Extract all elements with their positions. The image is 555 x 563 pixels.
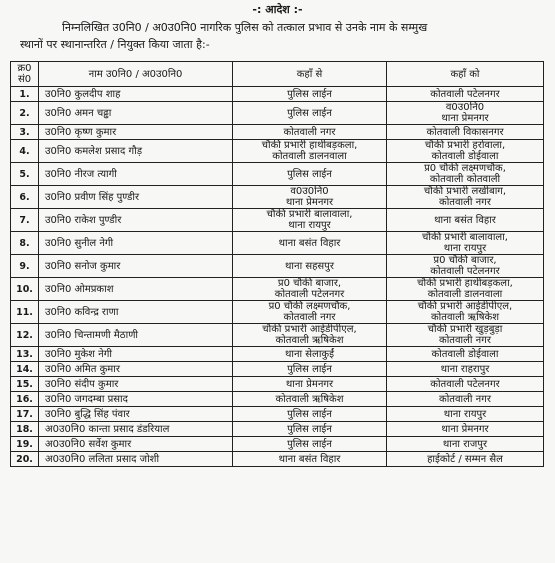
header-name: नाम उ0नि0 / अ0उ0नि0 (39, 62, 233, 87)
officer-name: उ0नि0 कमलेश प्रसाद गौड़ (39, 140, 233, 163)
officer-name: उ0नि0 अमित कुमार (39, 362, 233, 377)
table-row (11, 163, 544, 186)
posting-from (233, 362, 387, 377)
posting-to (387, 125, 544, 140)
posting-from-line: कोतवाली पटेलनगर (274, 289, 345, 300)
posting-from-line: कोतवाली ऋषिकेश (275, 393, 344, 405)
posting-from-line: पुलिस लाईन (287, 423, 332, 435)
posting-from-line: कोतवाली डालनवाला (272, 151, 347, 162)
posting-to (387, 392, 544, 407)
posting-to (387, 209, 544, 232)
posting-from (233, 255, 387, 278)
posting-to (387, 186, 544, 209)
row-serial: 3. (11, 125, 39, 140)
table-row (11, 347, 544, 362)
posting-from (233, 232, 387, 255)
table-row (11, 437, 544, 452)
transfer-table (10, 61, 544, 467)
row-serial: 15. (11, 377, 39, 392)
posting-to (387, 347, 544, 362)
officer-name: उ0नि0 मुकेश नेगी (39, 347, 233, 362)
row-serial: 11. (11, 301, 39, 324)
posting-from (233, 140, 387, 163)
table-row (11, 255, 544, 278)
officer-name: अ0उ0नि0 सर्वेश कुमार (39, 437, 233, 452)
posting-from-line: कोतवाली ऋषिकेश (275, 335, 344, 346)
officer-name: अ0उ0नि0 ललिता प्रसाद जोशी (39, 452, 233, 467)
officer-name: उ0नि0 सनोज कुमार (39, 255, 233, 278)
posting-to-line: कोतवाली नगर (439, 197, 491, 208)
posting-from-line: चौकी प्रभारी हाथीबड़कला, (261, 140, 358, 151)
order-heading: -: आदेश :- (252, 3, 303, 16)
officer-name: उ0नि0 चिन्तामणी मैठाणी (39, 324, 233, 347)
posting-from-line: चौकी प्रभारी बालावाला, (266, 209, 353, 220)
table-row (11, 278, 544, 301)
posting-from (233, 163, 387, 186)
posting-to-line: कोतवाली डोईवाला (431, 348, 499, 360)
posting-from-line: व0उ0नि0 (290, 186, 329, 197)
row-serial: 20. (11, 452, 39, 467)
header-serial-line-1: क्र0 (17, 63, 32, 74)
officer-name: उ0नि0 सुनील नेगी (39, 232, 233, 255)
posting-to-line: चौकी प्रभारी आईडीपीएल, (417, 301, 513, 312)
posting-from-line: पुलिस लाईन (287, 363, 332, 375)
posting-to (387, 255, 544, 278)
posting-to-line: कोतवाली नगर (439, 393, 491, 405)
posting-to-line: थाना प्रेमनगर (441, 113, 489, 124)
posting-from-line: कोतवाली नगर (283, 312, 336, 323)
posting-to-line: हाईकोर्ट / सम्मन सैल (427, 453, 503, 465)
table-row (11, 407, 544, 422)
row-serial: 2. (11, 102, 39, 125)
posting-to-line: कोतवाली पटेलनगर (430, 266, 500, 277)
posting-from-line: थाना बसंत विहार (278, 453, 341, 465)
header-to: कहाँ को (387, 62, 544, 87)
table-row (11, 209, 544, 232)
posting-from (233, 347, 387, 362)
posting-from (233, 87, 387, 102)
row-serial: 6. (11, 186, 39, 209)
posting-to (387, 102, 544, 125)
table-body (11, 87, 544, 467)
posting-to (387, 437, 544, 452)
posting-to (387, 324, 544, 347)
posting-from (233, 125, 387, 140)
row-serial: 12. (11, 324, 39, 347)
posting-to (387, 452, 544, 467)
table-row (11, 324, 544, 347)
row-serial: 4. (11, 140, 39, 163)
posting-to-line: कोतवाली पटेलनगर (430, 88, 500, 100)
posting-to-line: कोतवाली कोतवाली (429, 174, 501, 185)
posting-to-line: चौकी प्रभारी हर्रावाला, (424, 140, 506, 151)
officer-name: उ0नि0 अमन चढ्ढा (39, 102, 233, 125)
table-row (11, 102, 544, 125)
table-row (11, 392, 544, 407)
posting-from (233, 437, 387, 452)
header-serial (11, 62, 39, 87)
posting-from-line: थाना सहसपुर (285, 260, 334, 272)
posting-from-line: प्र0 चौकी बाजार, (277, 278, 342, 289)
posting-to-line: व0उ0नि0 (445, 102, 485, 113)
posting-to-line: चौकी प्रभारी खुड़बुड़ा (427, 324, 503, 335)
posting-from (233, 278, 387, 301)
posting-to-line: थाना प्रेमनगर (441, 423, 489, 435)
posting-to (387, 232, 544, 255)
posting-from (233, 186, 387, 209)
table-row (11, 452, 544, 467)
posting-to (387, 301, 544, 324)
officer-name: उ0नि0 नीरज त्यागी (39, 163, 233, 186)
posting-from-line: कोतवाली नगर (283, 126, 336, 138)
posting-to-line: थाना राजपुर (442, 438, 488, 450)
officer-name: उ0नि0 बुद्धि सिंह पंवार (39, 407, 233, 422)
posting-to-line: कोतवाली पटेलनगर (430, 378, 500, 390)
intro-line-1: निम्नलिखित उ0नि0 / अ0उ0नि0 नागरिक पुलिस को तत्काल प्रभाव से उनके नाम के सम्मुख (62, 21, 428, 34)
row-serial: 16. (11, 392, 39, 407)
posting-from (233, 392, 387, 407)
row-serial: 8. (11, 232, 39, 255)
row-serial: 9. (11, 255, 39, 278)
posting-to-line: चौकी प्रभारी लखीबाग, (423, 186, 507, 197)
table-row (11, 301, 544, 324)
posting-to-line: थाना रायपुर (443, 243, 487, 254)
table-row (11, 87, 544, 102)
row-serial: 17. (11, 407, 39, 422)
posting-to-line: प्र0 चौकी बाजार, (433, 255, 497, 266)
posting-to-line: थाना रायपुर (443, 408, 487, 420)
row-serial: 7. (11, 209, 39, 232)
header-from: कहाँ से (233, 62, 387, 87)
officer-name: उ0नि0 प्रवीण सिंह पुण्डीर (39, 186, 233, 209)
posting-from (233, 324, 387, 347)
officer-name: अ0उ0नि0 कान्ता प्रसाद डंडरियाल (39, 422, 233, 437)
officer-name: उ0नि0 कविन्द्र राणा (39, 301, 233, 324)
row-serial: 1. (11, 87, 39, 102)
officer-name: उ0नि0 कुलदीप शाह (39, 87, 233, 102)
row-serial: 18. (11, 422, 39, 437)
posting-to-line: कोतवाली डोईवाला (431, 151, 499, 162)
row-serial: 10. (11, 278, 39, 301)
officer-name: उ0नि0 ओमप्रकाश (39, 278, 233, 301)
table-row (11, 186, 544, 209)
posting-to (387, 422, 544, 437)
officer-name: उ0नि0 राकेश पुण्डीर (39, 209, 233, 232)
posting-to (387, 377, 544, 392)
posting-from-line: थाना सेलाकुईं (284, 348, 335, 360)
posting-to-line: प्र0 चौकी लक्ष्मणचौक, (424, 163, 506, 174)
posting-from-line: पुलिस लाईन (287, 107, 332, 119)
posting-from-line: थाना प्रेमनगर (285, 378, 334, 390)
posting-to (387, 362, 544, 377)
posting-from-line: पुलिस लाईन (287, 168, 332, 180)
posting-to-line: कोतवाली डालनवाला (427, 289, 503, 300)
table-row (11, 362, 544, 377)
posting-to-line: थाना राहरापुर (440, 363, 490, 375)
table-row (11, 232, 544, 255)
posting-to-line: चौकी प्रभारी बालावाला, (422, 232, 508, 243)
posting-from-line: पुलिस लाईन (287, 408, 332, 420)
posting-from (233, 209, 387, 232)
posting-to-line: कोतवाली विकासनगर (426, 126, 504, 138)
posting-from (233, 452, 387, 467)
table-row (11, 125, 544, 140)
posting-to-line: थाना बसंत विहार (434, 214, 496, 226)
posting-from-line: प्र0 चौकी लक्ष्मणचौक, (268, 301, 351, 312)
table-row (11, 140, 544, 163)
posting-from-line: थाना रायपुर (288, 220, 331, 231)
intro-paragraph (20, 19, 540, 53)
table-header-row (11, 62, 544, 87)
posting-from-line: थाना बसंत विहार (278, 237, 341, 249)
table-row (11, 422, 544, 437)
posting-to-line: चौकी प्रभारी हाथीबड़कला, (417, 278, 513, 289)
posting-from-line: पुलिस लाईन (287, 88, 332, 100)
header-serial-line-2: सं0 (17, 74, 32, 85)
posting-from (233, 407, 387, 422)
posting-from (233, 422, 387, 437)
posting-to (387, 87, 544, 102)
posting-to (387, 407, 544, 422)
posting-from-line: थाना प्रेमनगर (285, 197, 334, 208)
posting-to-line: कोतवाली नगर (439, 335, 491, 346)
officer-name: उ0नि0 कृष्ण कुमार (39, 125, 233, 140)
intro-line-2: स्थानों पर स्थानान्तरित / नियुक्त किया जाता है:- (20, 38, 210, 51)
posting-to (387, 278, 544, 301)
row-serial: 19. (11, 437, 39, 452)
row-serial: 5. (11, 163, 39, 186)
posting-to (387, 163, 544, 186)
officer-name: उ0नि0 जगदम्बा प्रसाद (39, 392, 233, 407)
officer-name: उ0नि0 संदीप कुमार (39, 377, 233, 392)
posting-from (233, 301, 387, 324)
posting-from (233, 377, 387, 392)
posting-from-line: चौकी प्रभारी आईडीपीएल, (262, 324, 357, 335)
posting-to-line: कोतवाली ऋषिकेश (430, 312, 500, 323)
posting-from (233, 102, 387, 125)
row-serial: 13. (11, 347, 39, 362)
posting-to (387, 140, 544, 163)
table-row (11, 377, 544, 392)
row-serial: 14. (11, 362, 39, 377)
posting-from-line: पुलिस लाईन (287, 438, 332, 450)
